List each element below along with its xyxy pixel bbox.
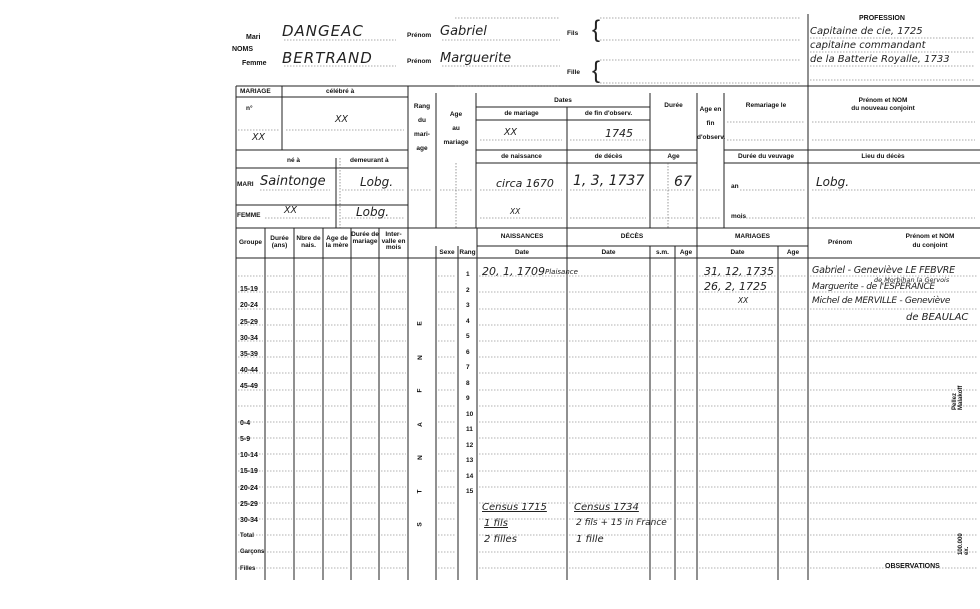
header-mariage-age: Age (786, 249, 800, 256)
lieu-deces-label: Lieu du décès (861, 153, 905, 160)
group-row-label: 5-9 (240, 436, 251, 443)
profession-line3: de la Batterie Royalle, 1733 (810, 54, 950, 65)
mari-nom: DANGEAC (282, 22, 364, 40)
header-naissances: NAISSANCES (500, 233, 544, 240)
child1-note: de Morbihan la Gervois (874, 276, 950, 284)
femme-ne-a: XX (284, 205, 298, 216)
header-rang: Rang (459, 249, 476, 256)
header-nbre-nais: Nbre de nais. (296, 235, 321, 249)
child1-prenom: Gabriel - Geneviève LE FEBVRE (812, 265, 955, 276)
date-mariage-value: XX (504, 127, 518, 138)
rang-number: 13 (466, 457, 474, 464)
rang-number: 3 (466, 302, 470, 309)
header-deces-age: Age (679, 249, 693, 256)
noms-label: NOMS (232, 46, 253, 53)
profession-label: PROFESSION (859, 15, 905, 22)
rang-label-1: Rang (413, 103, 431, 110)
fille-label: Fille (567, 69, 581, 76)
mariage-no-value: XX (252, 132, 266, 143)
femme-prenom: Marguerite (440, 51, 512, 66)
group-row-label: 15-19 (240, 468, 258, 475)
remariage-label: Remariage le (745, 102, 787, 109)
rang-number: 12 (466, 442, 474, 449)
header-intervalle: Inter-valle en mois (381, 231, 406, 251)
profession-line1: Capitaine de cie, 1725 (810, 26, 923, 37)
femme-label: Femme (242, 60, 267, 67)
age-fin-obs-label: Age en fin d'observ. (697, 106, 726, 141)
femme-row-label: FEMME (237, 212, 261, 219)
group-row-label: 30-34 (240, 335, 258, 342)
group-row-label: 15-19 (240, 286, 258, 293)
group-row-label: 10-14 (240, 452, 258, 459)
header-sexe: Sexe (439, 249, 455, 256)
header-conjoint-1: Prénom et NOM (905, 233, 955, 240)
celebre-label: célébré à (326, 88, 355, 95)
mari-ne-a: Saintonge (260, 174, 326, 189)
group-row-label: 0-4 (240, 420, 251, 427)
age-label: Age (667, 153, 680, 160)
age-mariage-label-3: mariage (443, 139, 469, 146)
date-deces-label: de décès (594, 153, 623, 160)
rang-label-3: mari- (414, 131, 430, 138)
header-sm: s.m. (655, 249, 669, 256)
child3-prenom-2: de BEAULAC (906, 312, 969, 323)
group-row-label: 20-24 (240, 485, 258, 492)
child3-mariage: XX (738, 296, 749, 305)
enfants-letter: F (416, 388, 424, 393)
census1-line2: 2 filles (484, 534, 517, 545)
header-conjoint-2: du conjoint (912, 242, 948, 249)
mariage-label: MARIAGE (240, 88, 271, 95)
fils-brace: { (592, 16, 601, 43)
mari-demeurant: Lobg. (360, 175, 394, 189)
group-row-label: 25-29 (240, 501, 258, 508)
femme-demeurant: Lobg. (356, 205, 390, 219)
rang-number: 14 (466, 473, 474, 480)
age-value: 67 (674, 174, 692, 190)
group-row-label: Filles (240, 566, 256, 572)
profession-line2: capitaine commandant (810, 40, 926, 51)
mari-prenom-label: Prénom (407, 32, 432, 39)
census1-title: Census 1715 (482, 502, 547, 513)
rang-number: 5 (466, 333, 470, 340)
rang-number: 6 (466, 349, 470, 356)
group-row-label: 40-44 (240, 367, 258, 374)
header-prenom: Prénom (828, 239, 853, 246)
enfants-letter: N (416, 355, 424, 360)
header-groupe: Groupe (238, 239, 263, 246)
mari-label: Mari (246, 34, 261, 41)
side-label-2: 100.000 ex. (958, 533, 970, 555)
header-duree: Durée (ans) (270, 235, 289, 249)
header-mariage-date: Date (730, 249, 745, 256)
side-label: Pellez Malakoff (952, 385, 964, 410)
enfants-letter: S (416, 522, 424, 527)
rang-number: 8 (466, 380, 470, 387)
rang-number: 10 (466, 411, 474, 418)
nouveau-conjoint-label-2: du nouveau conjoint (851, 105, 915, 112)
group-row-label: Garçons (240, 549, 265, 555)
date-naissance-label: de naissance (501, 153, 542, 160)
group-row-label: Total (240, 533, 254, 539)
date-deces-value: 1, 3, 1737 (573, 173, 645, 189)
census2-line2: 1 fille (576, 534, 604, 545)
census2-title: Census 1734 (574, 502, 639, 513)
nouveau-conjoint-label-1: Prénom et NOM (858, 97, 908, 104)
lieu-deces-value: Lobg. (816, 175, 850, 189)
header-mariages: MARIAGES (734, 233, 771, 240)
duree-label: Durée (664, 102, 683, 109)
fille-brace: { (592, 57, 601, 84)
group-row-label: 30-34 (240, 517, 258, 524)
group-row-label: 45-49 (240, 383, 258, 390)
enfants-letter: T (416, 489, 424, 494)
header-naissance-date: Date (514, 249, 530, 256)
header-deces: DÉCÈS (620, 233, 644, 240)
header-deces-date: Date (601, 249, 616, 256)
mari-row-label: MARI (237, 181, 254, 188)
femme-naissance-value: XX (510, 207, 521, 216)
veuvage-mois-label: mois (731, 213, 747, 220)
child2-mariage: 26, 2, 1725 (704, 280, 767, 293)
femme-nom: BERTRAND (282, 49, 373, 67)
veuvage-an-label: an (731, 183, 739, 190)
rang-number: 9 (466, 395, 470, 402)
date-mariage-label: de mariage (504, 110, 539, 117)
enfants-letter: N (416, 455, 424, 460)
child3-prenom: Michel de MERVILLE - Geneviève (812, 296, 951, 306)
rang-number: 2 (466, 287, 470, 294)
group-row-label: 20-24 (240, 302, 258, 309)
date-fin-obs-label: de fin d'observ. (584, 110, 633, 117)
demeurant-label: demeurant à (350, 157, 389, 164)
rang-number: 7 (466, 364, 470, 371)
group-row-label: 25-29 (240, 319, 258, 326)
child1-naissance: 20, 1, 1709 (482, 265, 545, 278)
rang-label-2: du (418, 117, 426, 124)
age-mariage-label-2: au (452, 125, 460, 132)
child1-lieu: Plaisance (545, 268, 578, 276)
rang-number: 4 (466, 318, 470, 325)
duree-veuvage-label: Durée du veuvage (738, 153, 794, 160)
child2-prenom: Marguerite - de l'ESPERANCE (812, 282, 935, 292)
enfants-letter: E (416, 321, 424, 326)
no-label: n° (246, 105, 253, 112)
header-duree-mariage: Durée de mariage (351, 231, 379, 245)
ne-a-label: né à (287, 157, 301, 164)
age-mariage-label-1: Age (449, 111, 463, 118)
fils-label: Fils (567, 30, 579, 37)
rang-number: 1 (466, 271, 470, 278)
enfants-letter: A (416, 422, 424, 427)
census1-line1: 1 fils (484, 518, 508, 529)
rang-number: 15 (466, 488, 474, 495)
dates-label: Dates (554, 97, 572, 104)
date-fin-obs-value: 1745 (605, 127, 633, 140)
observations-label: OBSERVATIONS (885, 563, 940, 570)
date-naissance-value: circa 1670 (496, 177, 554, 190)
mari-prenom: Gabriel (440, 24, 487, 39)
rang-label-4: age (416, 145, 428, 152)
femme-prenom-label: Prénom (407, 58, 432, 65)
child1-mariage: 31, 12, 1735 (704, 265, 774, 278)
census2-line1: 2 fils + 15 in France (576, 518, 667, 528)
header-age-mere: Age de la mère (325, 235, 349, 249)
rang-number: 11 (466, 426, 473, 433)
group-row-label: 35-39 (240, 351, 258, 358)
mariage-lieu-value: XX (335, 114, 349, 125)
